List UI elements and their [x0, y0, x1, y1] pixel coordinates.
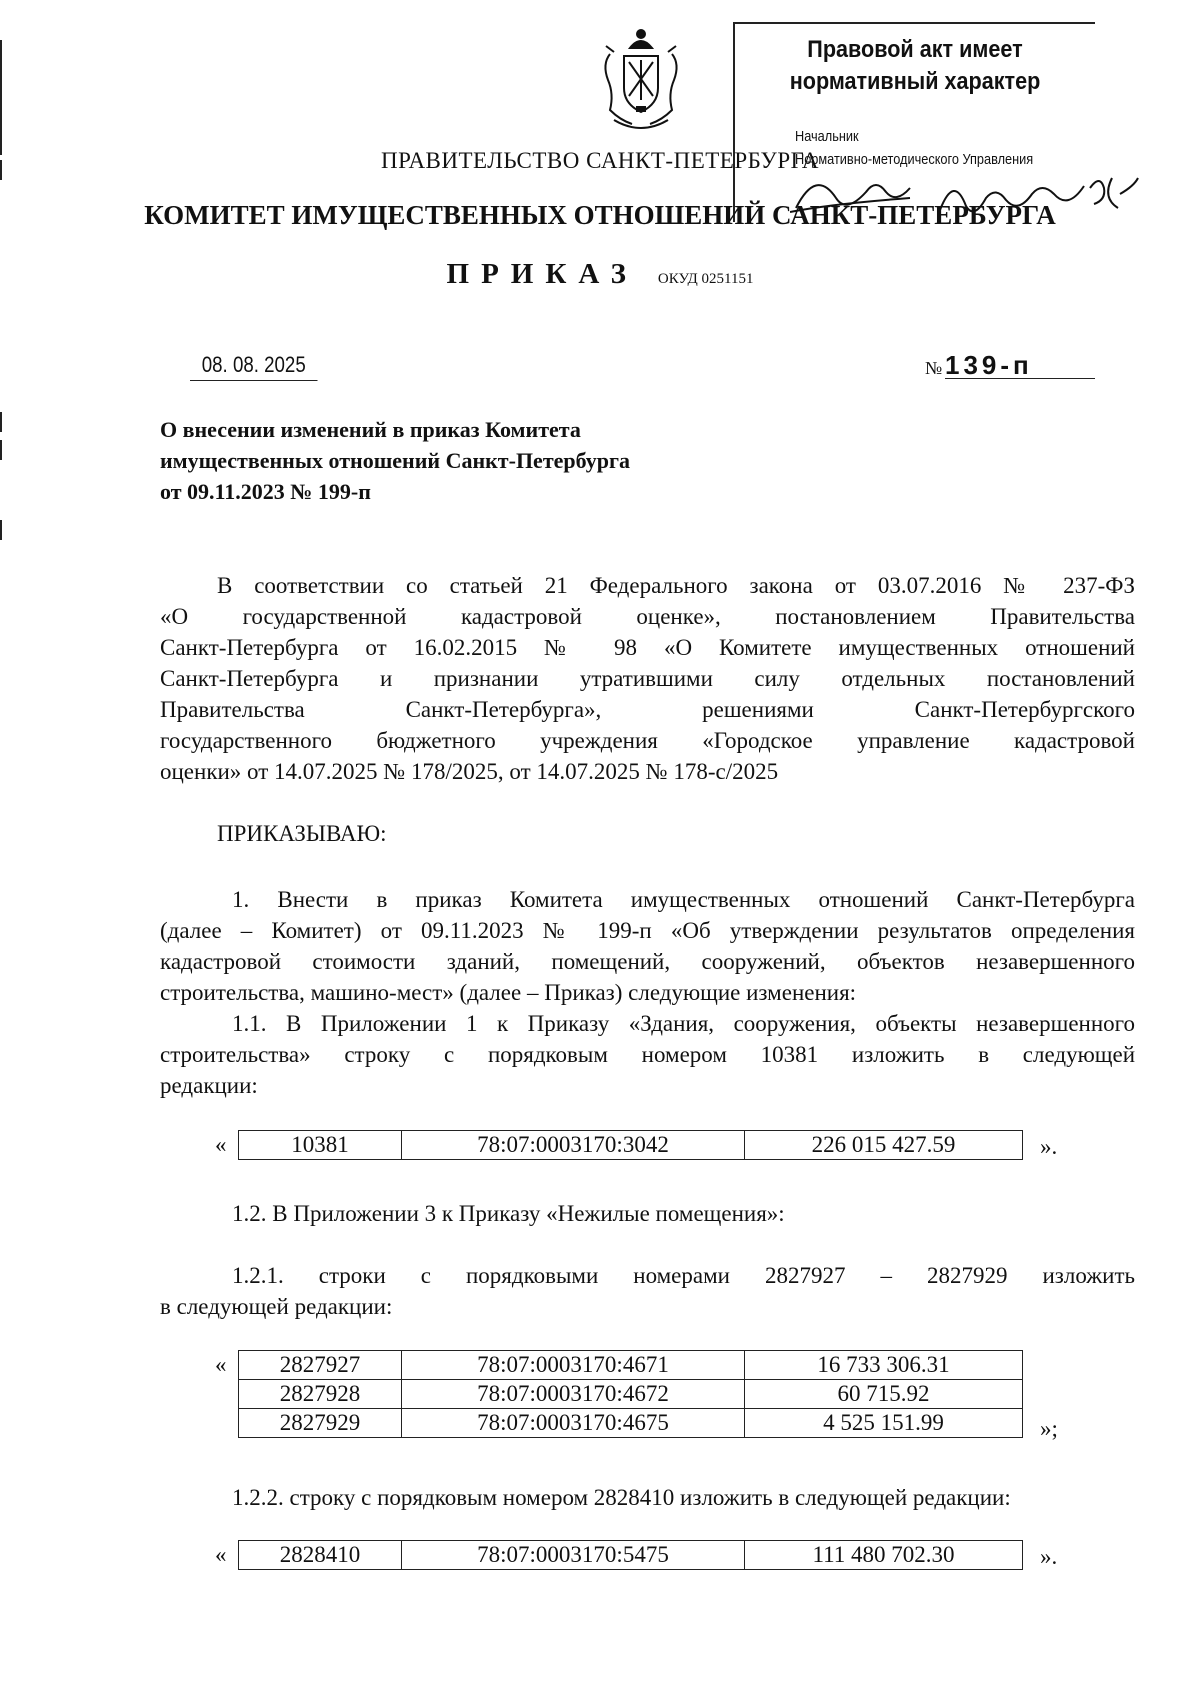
table-1-block: [160, 1130, 1135, 1162]
order-header: [0, 258, 1200, 291]
text-line: редакции:: [160, 1073, 258, 1098]
text-line: в следующей редакции:: [160, 1294, 393, 1319]
cadastral-value-cell: 4 525 151.99: [745, 1409, 1023, 1438]
order-word: ПРИКАЗ: [446, 258, 638, 290]
table-row: [239, 1380, 1023, 1409]
text-line: Санкт-Петербурга и признании утратившими силу отдельных постановлений: [160, 666, 1135, 691]
okud-code: ОКУД 0251151: [657, 271, 754, 287]
text-line: 1.2.1. строки с порядковыми номерами 2827927 – 2827929 изложить: [232, 1263, 1135, 1288]
text-line: 1. Внести в приказ Комитета имущественных отношений Санкт-Петербурга: [232, 887, 1135, 912]
quote-close: »;: [1040, 1416, 1058, 1441]
cadastral-number-cell: 78:07:0003170:4671: [402, 1351, 745, 1380]
row-number-cell: 2827927: [239, 1351, 402, 1380]
text-line: кадастровой стоимости зданий, помещений, сооружений, объектов незавершенного: [160, 949, 1135, 974]
scan-margin-mark: [0, 40, 2, 155]
cadastral-table-1: [238, 1130, 1023, 1160]
order-number: 139-п: [945, 352, 1095, 379]
preamble-paragraph: [160, 570, 1135, 787]
stamp-position: Начальник: [795, 128, 859, 145]
table-row: [239, 1409, 1023, 1438]
text-line: (далее – Комитет) от 09.11.2023 № 199-п «Об утверждении результатов определения: [160, 918, 1135, 943]
quote-open: «: [215, 1132, 227, 1157]
text-line: государственного бюджетного учреждения «Городское управление кадастровой: [160, 728, 1135, 753]
item-1-2-paragraph: [160, 1198, 1135, 1229]
item-1-2-2-paragraph: [160, 1482, 1135, 1513]
quote-open: «: [215, 1542, 227, 1567]
cadastral-number-cell: 78:07:0003170:3042: [402, 1131, 745, 1160]
text-line: 1.1. В Приложении 1 к Приказу «Здания, сооружения, объекты незавершенного: [232, 1011, 1135, 1036]
table-row: [239, 1351, 1023, 1380]
text-line: строительства, машино-мест» (далее – Приказ) следующие изменения:: [160, 980, 857, 1005]
number-sign: №: [925, 358, 943, 378]
row-number-cell: 2827929: [239, 1409, 402, 1438]
text-line: 1.2. В Приложении 3 к Приказу «Нежилые помещения»:: [232, 1201, 785, 1226]
order-date: 08. 08. 2025: [190, 352, 318, 381]
cadastral-number-cell: 78:07:0003170:5475: [402, 1541, 745, 1570]
committee-title: КОМИТЕТ ИМУЩЕСТВЕННЫХ ОТНОШЕНИЙ САНКТ-ПЕТЕРБУРГА: [144, 200, 1056, 230]
text-line: оценки» от 14.07.2025 № 178/2025, от 14.07.2025 № 178-с/2025: [160, 759, 779, 784]
text-line: «О государственной кадастровой оценке», постановлением Правительства: [160, 604, 1135, 629]
cadastral-value-cell: 226 015 427.59: [745, 1131, 1023, 1160]
stamp-line-2: нормативный характер: [789, 68, 1041, 95]
text-line: строительства» строку с порядковым номером 10381 изложить в следующей: [160, 1042, 1135, 1067]
item-1-2-1-paragraph: [160, 1260, 1135, 1322]
text-line: В соответствии со статьей 21 Федерального закона от 03.07.2016 № 237-ФЗ: [217, 573, 1135, 598]
stamp-line-1: Правовой акт имеет: [807, 36, 1023, 63]
text-line: 1.2.2. строку с порядковым номером 2828410 изложить в следующей редакции:: [232, 1485, 1011, 1510]
cadastral-table-3: [238, 1540, 1023, 1570]
scan-margin-mark: [0, 412, 2, 432]
cadastral-value-cell: 16 733 306.31: [745, 1351, 1023, 1380]
table-row: [239, 1541, 1023, 1570]
row-number-cell: 10381: [239, 1131, 402, 1160]
stamp-department: Нормативно-методического Управления: [795, 151, 1034, 168]
quote-close: ».: [1040, 1134, 1058, 1159]
scan-margin-mark: [0, 440, 2, 460]
row-number-cell: 2827928: [239, 1380, 402, 1409]
text-line: ПРИКАЗЫВАЮ:: [217, 821, 387, 846]
table-3-block: [160, 1540, 1135, 1572]
subject-line: О внесении изменений в приказ Комитета: [160, 417, 581, 442]
subject-line: от 09.11.2023 № 199-п: [160, 479, 371, 504]
row-number-cell: 2828410: [239, 1541, 402, 1570]
order-heading: [160, 818, 1135, 849]
cadastral-number-cell: 78:07:0003170:4672: [402, 1380, 745, 1409]
order-subject: [160, 414, 760, 507]
cadastral-number-cell: 78:07:0003170:4675: [402, 1409, 745, 1438]
subject-line: имущественных отношений Санкт-Петербурга: [160, 448, 631, 473]
coat-of-arms-icon: [596, 26, 686, 134]
quote-open: «: [215, 1352, 227, 1377]
text-line: Правительства Санкт-Петербурга», решениями Санкт-Петербургского: [160, 697, 1135, 722]
table-row: [239, 1131, 1023, 1160]
text-line: Санкт-Петербурга от 16.02.2015 № 98 «О Комитете имущественных отношений: [160, 635, 1135, 660]
cadastral-value-cell: 60 715.92: [745, 1380, 1023, 1409]
quote-close: ».: [1040, 1544, 1058, 1569]
item-1-paragraph: [160, 884, 1135, 1101]
scan-margin-mark: [0, 520, 2, 540]
table-2-block: [160, 1350, 1135, 1446]
cadastral-table-2: [238, 1350, 1023, 1438]
government-title: ПРАВИТЕЛЬСТВО САНКТ-ПЕТЕРБУРГА: [380, 148, 820, 173]
cadastral-value-cell: 111 480 702.30: [745, 1541, 1023, 1570]
